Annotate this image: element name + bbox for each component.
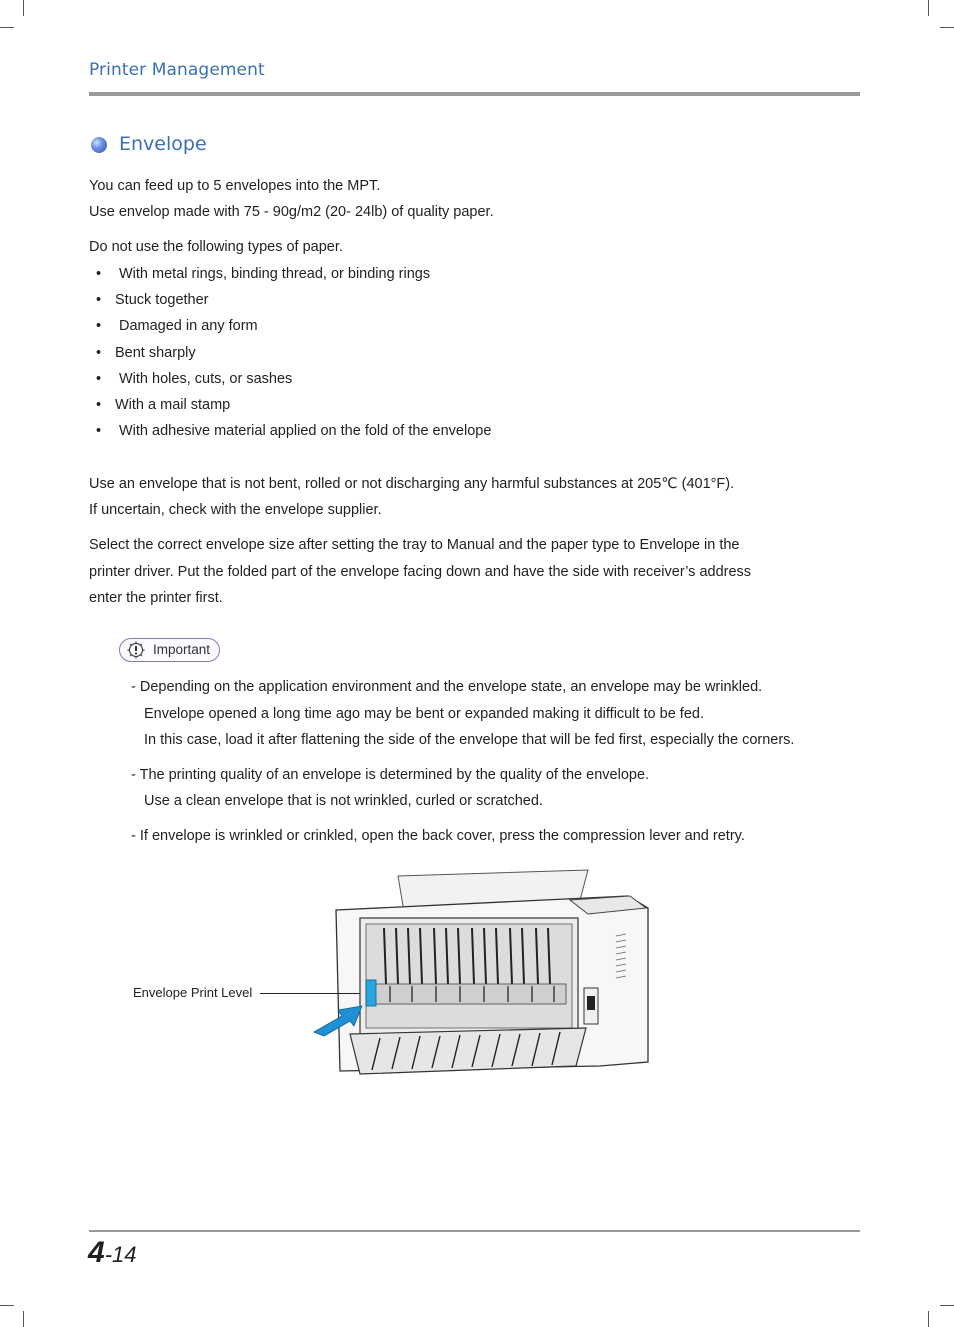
bullet-icon: • [96, 292, 102, 308]
usage-line: Use an envelope that is not bent, rolled or not discharging any harmful substances at 205℃ (401°F). [89, 476, 735, 492]
list-item [96, 396, 230, 414]
important-note-cont: Use a clean envelope that is not wrinkled, curled or scratched. [144, 793, 543, 809]
crop-mark [928, 0, 929, 16]
crop-mark [940, 27, 954, 28]
section-title: Envelope [119, 133, 207, 155]
bullet-icon: • [96, 423, 102, 439]
page-number-suffix: -14 [104, 1242, 137, 1267]
list-item [96, 265, 430, 283]
bullet-icon: • [96, 397, 102, 413]
list-item [96, 291, 209, 309]
page-number [88, 1236, 136, 1270]
important-note: - Depending on the application environment and the envelope state, an envelope may be wrinkled. [131, 679, 763, 695]
crop-mark [928, 1311, 929, 1327]
crop-mark [0, 27, 14, 28]
bullet-icon: • [96, 371, 102, 387]
important-note-cont: Envelope opened a long time ago may be bent or expanded making it difficult to be fed. [144, 706, 704, 722]
intro-line: You can feed up to 5 envelopes into the MPT. [89, 178, 381, 194]
running-header: Printer Management [89, 60, 265, 80]
list-item-text: Bent sharply [115, 345, 196, 361]
figure-callout: Envelope Print Level [133, 985, 253, 1000]
callout-leader [260, 993, 360, 994]
bullet-icon: • [96, 318, 102, 334]
list-item [96, 370, 292, 388]
select-line: printer driver. Put the folded part of the envelope facing down and have the side with receiver’s address [89, 564, 752, 580]
list-item [96, 317, 258, 335]
list-item [96, 344, 196, 362]
usage-line: If uncertain, check with the envelope supplier. [89, 502, 382, 518]
header-rule [89, 92, 860, 96]
bullet-icon: • [96, 266, 102, 282]
list-item-text: With adhesive material applied on the fold of the envelope [119, 423, 492, 439]
intro-line: Use envelop made with 75 - 90g/m2 (20- 24lb) of quality paper. [89, 204, 494, 220]
list-item-text: With holes, cuts, or sashes [119, 371, 293, 387]
footer-rule [89, 1230, 860, 1232]
list-item-text: Damaged in any form [119, 318, 258, 334]
printer-illustration [300, 866, 652, 1078]
important-icon [127, 641, 145, 659]
crop-mark [23, 1311, 24, 1327]
list-item-text: With metal rings, binding thread, or binding rings [119, 266, 431, 282]
avoid-heading: Do not use the following types of paper. [89, 239, 343, 255]
crop-mark [940, 1305, 954, 1306]
chapter-number: 4 [88, 1236, 105, 1269]
important-label: Important [153, 642, 211, 657]
select-line: enter the printer first. [89, 590, 223, 606]
crop-mark [0, 1305, 14, 1306]
crop-mark [23, 0, 24, 16]
select-line: Select the correct envelope size after setting the tray to Manual and the paper type to Envelope in the [89, 537, 740, 553]
list-item-text: With a mail stamp [115, 397, 231, 413]
list-item-text: Stuck together [115, 292, 209, 308]
list-item [96, 422, 491, 440]
important-note-cont: In this case, load it after flattening the side of the envelope that will be fed first, especially the corners. [144, 732, 795, 748]
important-note: - The printing quality of an envelope is determined by the quality of the envelope. [131, 767, 650, 783]
section-bullet-icon [91, 137, 107, 153]
bullet-icon: • [96, 345, 102, 361]
important-note: - If envelope is wrinkled or crinkled, open the back cover, press the compression lever and retry. [131, 828, 745, 844]
